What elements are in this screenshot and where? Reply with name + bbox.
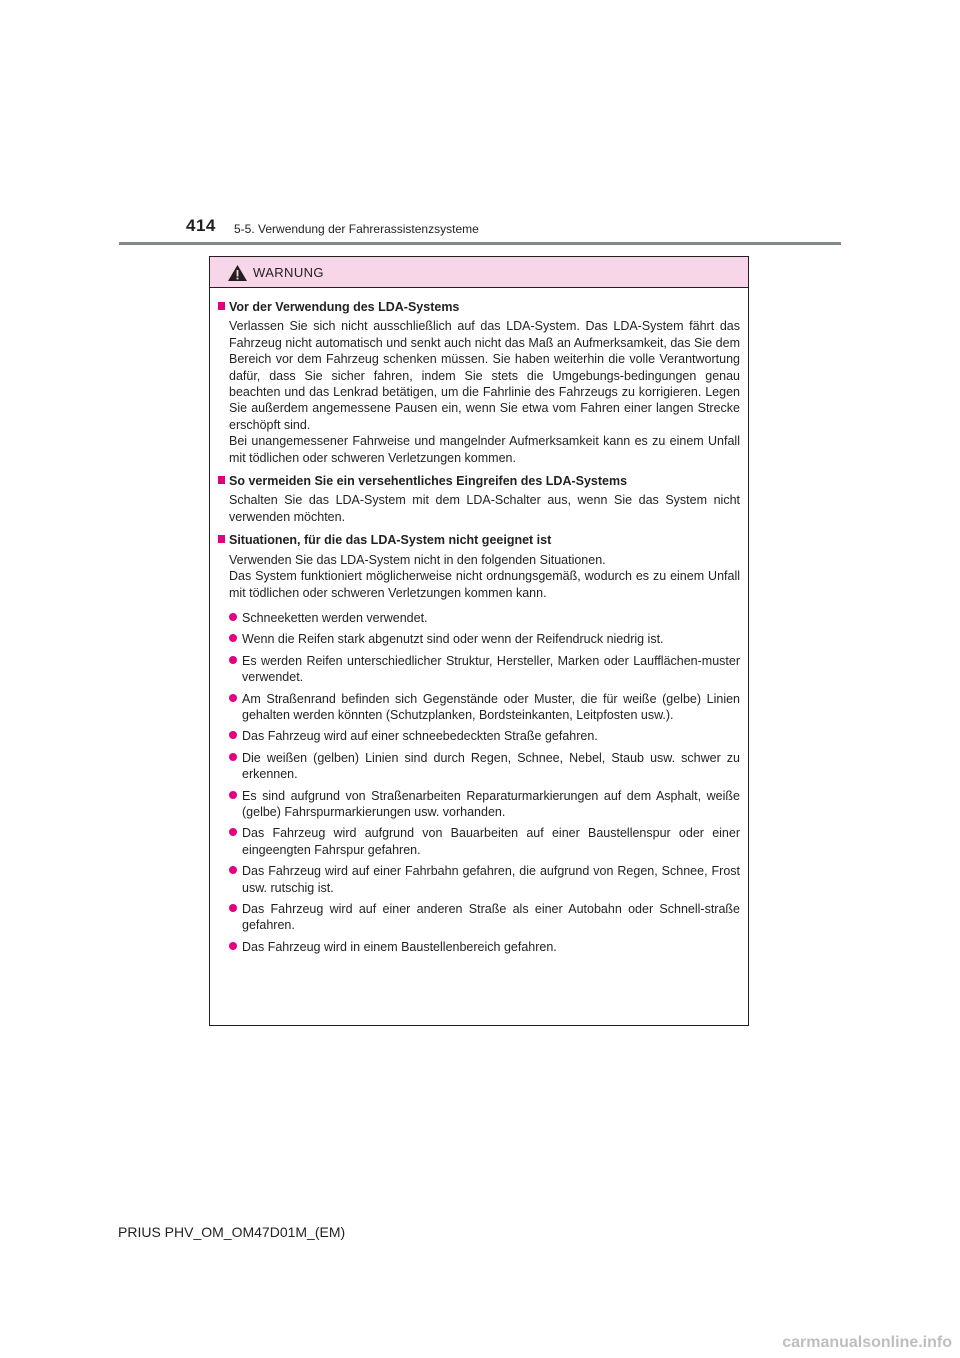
- round-bullet-icon: [229, 828, 237, 836]
- list-item: [229, 631, 740, 647]
- section-text: [229, 318, 740, 466]
- section-heading: [218, 299, 740, 315]
- round-bullet-icon: [229, 904, 237, 912]
- list-item-text: Das Fahrzeug wird auf einer schneebedeckten Straße gefahren.: [242, 729, 598, 744]
- section-heading-text: Situationen, für die das LDA-System nicht geeignet ist: [229, 533, 552, 548]
- list-item-text: Das Fahrzeug wird in einem Baustellenbereich gefahren.: [242, 939, 557, 954]
- list-item-text: Das Fahrzeug wird aufgrund von Bauarbeiten auf einer Baustellenspur oder einer eingeengten Fahrspur gefahren.: [242, 826, 740, 857]
- list-item: [229, 728, 740, 744]
- square-bullet-icon: [218, 302, 225, 310]
- warning-body: [210, 288, 748, 955]
- document-code: PRIUS PHV_OM_OM47D01M_(EM): [118, 1224, 346, 1240]
- paragraph: Verwenden Sie das LDA-System nicht in den folgenden Situationen.: [229, 552, 606, 567]
- list-item-text: Es werden Reifen unterschiedlicher Struktur, Hersteller, Marken oder Laufflächen-muster verwendet.: [242, 653, 740, 685]
- section-heading: [218, 532, 740, 548]
- square-bullet-icon: [218, 476, 225, 484]
- paragraph: Schalten Sie das LDA-System mit dem LDA-Schalter aus, wenn Sie das System nicht verwenden möchten.: [229, 493, 740, 524]
- list-item-text: Schneeketten werden verwendet.: [242, 610, 428, 625]
- list-item: [229, 610, 740, 626]
- list-item-text: Die weißen (gelben) Linien sind durch Regen, Schnee, Nebel, Staub usw. schwer zu erkennen.: [242, 750, 740, 782]
- round-bullet-icon: [229, 656, 237, 664]
- section-text: [229, 492, 740, 525]
- list-item: [229, 901, 740, 934]
- list-item: [229, 653, 740, 686]
- warning-box: [209, 256, 749, 1026]
- page-number: 414: [186, 216, 216, 235]
- section-heading-text: So vermeiden Sie ein versehentliches Eingreifen des LDA-Systems: [229, 474, 628, 489]
- paragraph: Das System funktioniert möglicherweise nicht ordnungsgemäß, wodurch es zu einem Unfall mit tödlichen oder schweren Verletzungen kommen kann.: [229, 569, 740, 600]
- section-heading: [218, 473, 740, 489]
- bullet-list: [229, 610, 740, 955]
- round-bullet-icon: [229, 791, 237, 799]
- round-bullet-icon: [229, 866, 237, 874]
- list-item-text: Das Fahrzeug wird auf einer Fahrbahn gefahren, die aufgrund von Regen, Schnee, Frost usw. rutschig ist.: [242, 864, 740, 895]
- list-item: [229, 788, 740, 821]
- warning-triangle-icon: [227, 264, 248, 282]
- warning-header: [210, 257, 748, 288]
- section-text: [229, 552, 740, 601]
- list-item: [229, 691, 740, 724]
- list-item-text: Es sind aufgrund von Straßenarbeiten Reparaturmarkierungen auf dem Asphalt, weiße (gelbe) Fahrspurmarkierungen usw. vorhanden.: [242, 788, 740, 819]
- list-item: [229, 825, 740, 858]
- round-bullet-icon: [229, 731, 237, 739]
- round-bullet-icon: [229, 753, 237, 761]
- list-item-text: Am Straßenrand befinden sich Gegenstände oder Muster, die für weiße (gelbe) Linien gehalten werden könnten (Schutzplanken, Bordsteinkanten, Leitpfosten usw.).: [242, 691, 740, 722]
- square-bullet-icon: [218, 535, 225, 543]
- list-item: [229, 863, 740, 896]
- list-item: [229, 939, 740, 955]
- paragraph: Verlassen Sie sich nicht ausschließlich auf das LDA-System. Das LDA-System fährt das Fahrzeug nicht automatisch und senkt auch nicht das Maß an Aufmerksamkeit, das Sie dem Bereich vor dem Fahrzeug schenken müssen. Sie haben weiterhin die volle Verantwortung dafür, dass Sie sicher fahren, indem Sie stets die Umgebungs-bedingungen genau beachten und das Lenkrad betätigen, um die Fahrlinie des Fahrzeugs zu korrigieren. Legen Sie außerdem angemessene Pausen ein, wenn Sie etwa vom Fahren einer langen Strecke erschöpft sind.: [229, 319, 740, 432]
- round-bullet-icon: [229, 634, 237, 642]
- paragraph: Bei unangemessener Fahrweise und mangelnder Aufmerksamkeit kann es zu einem Unfall mit tödlichen oder schweren Verletzungen kommen.: [229, 434, 740, 465]
- list-item-text: Das Fahrzeug wird auf einer anderen Straße als einer Autobahn oder Schnell-straße gefahren.: [242, 902, 740, 933]
- header-rule: [119, 242, 841, 245]
- watermark: carmanualsonline.info: [782, 1334, 952, 1351]
- round-bullet-icon: [229, 942, 237, 950]
- round-bullet-icon: [229, 694, 237, 702]
- section-heading-text: Vor der Verwendung des LDA-Systems: [229, 300, 460, 314]
- list-item-text: Wenn die Reifen stark abgenutzt sind oder wenn der Reifendruck niedrig ist.: [242, 632, 664, 647]
- list-item: [229, 750, 740, 783]
- round-bullet-icon: [229, 613, 237, 621]
- warning-title: WARNUNG: [253, 265, 324, 280]
- section-title: 5-5. Verwendung der Fahrerassistenzsysteme: [234, 222, 479, 236]
